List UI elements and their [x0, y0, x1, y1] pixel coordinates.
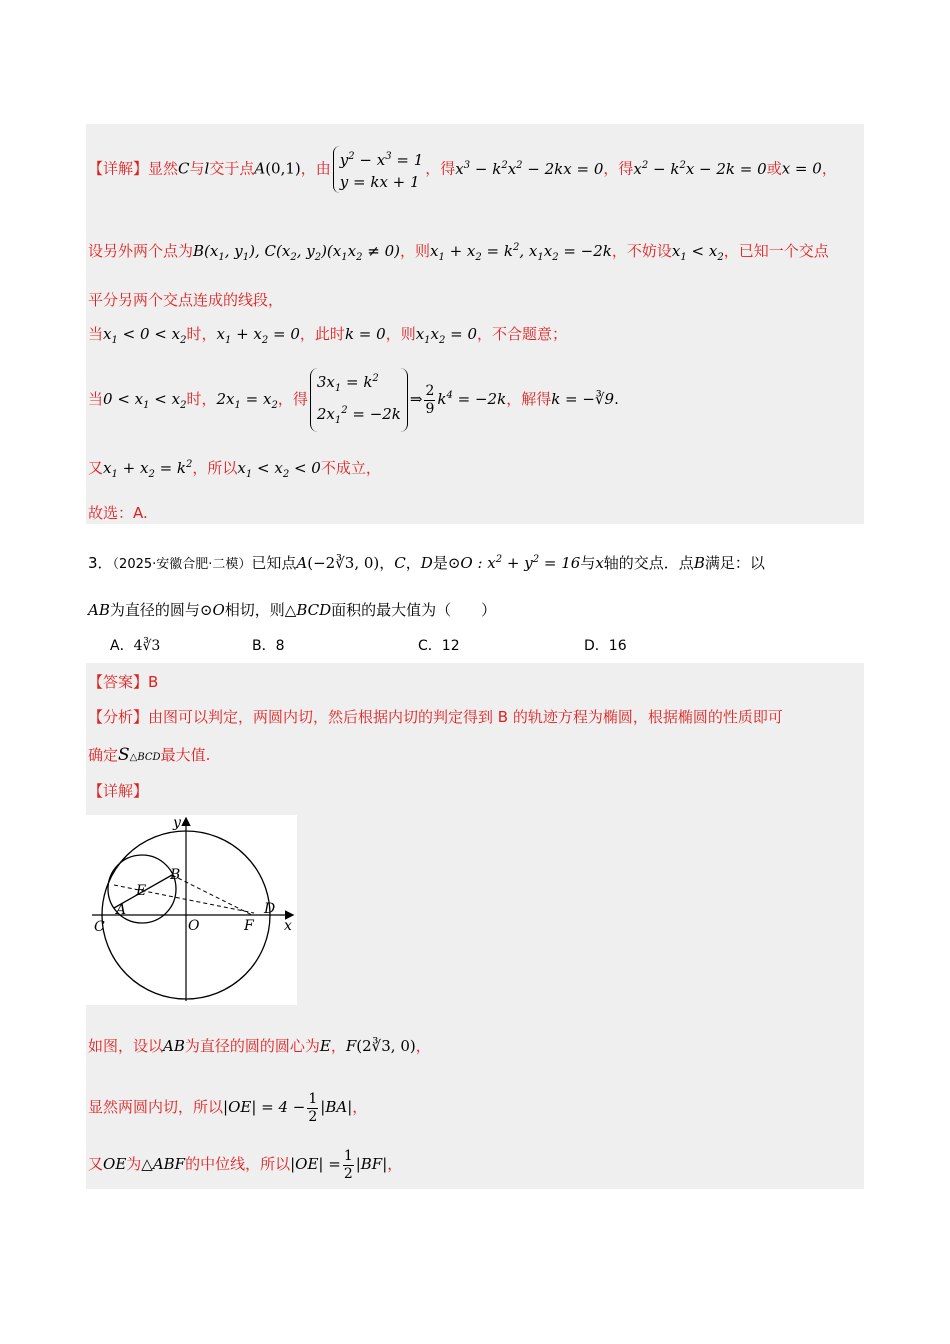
option-d[interactable]: D．16: [584, 638, 627, 654]
label-b: B: [170, 867, 181, 883]
equation-system-2: $3x_1 = k^2$ $2x_1^2 = -2k$: [310, 368, 408, 432]
question-line-1: 3．（2025·安徽合肥·二模）已知点A(−2∛3, 0)，C，D是⊙O : $x^2 + y^2 = 16$与x轴的交点．点B满足：以: [88, 554, 765, 572]
dashed-bf: [172, 875, 252, 915]
answer-line: 【答案】B: [88, 673, 159, 691]
fraction-1-2-a: $\frac{1}{2}$: [308, 1090, 318, 1125]
detail2-line-3: 又OE为△ABF的中位线，所以|OE| = $\frac{1}{2}$ |BF|，: [88, 1147, 403, 1182]
equation-system-1: $y^2 - x^3 = 1$ y = kx + 1: [333, 146, 423, 193]
circle-diagram: [86, 815, 297, 1005]
detail-line-4: 当$x_1 < 0 < x_2$时，$x_1 + x_2 = 0$，此时k = 0，则$x_1x_2 = 0$，不合题意；: [88, 325, 568, 346]
label-o: O: [188, 918, 200, 934]
detail-label-2: 【详解】: [88, 782, 149, 800]
detail-line-3: 平分另两个交点连成的线段，: [88, 291, 284, 309]
label-x: x: [284, 918, 292, 934]
option-c[interactable]: C．12: [418, 638, 460, 654]
option-a[interactable]: A．4∛3: [110, 638, 161, 654]
dashed-ad: [114, 885, 254, 913]
label-d: D: [264, 901, 276, 917]
detail-line-6: 又$x_1 + x_2 = k^2$，所以$x_1 < x_2 < 0$不成立，: [88, 459, 381, 480]
detail-line-1: 【详解】显然C与l交于点A(0,1)，由 $y^2 - x^3 = 1$ y = kx + 1，得$x^3 - k^2x^2 - 2kx = 0$，得$x^2 - k^2x - 2k = 0$或x = 0，: [88, 146, 837, 180]
analysis-line-2: 确定S△BCD最大值.: [88, 745, 211, 765]
label-e: E: [136, 883, 147, 899]
detail-line-7: 故选：A.: [88, 504, 148, 522]
label-y: y: [173, 815, 181, 831]
label-f: F: [244, 918, 254, 934]
label-c: C: [94, 919, 105, 935]
detail2-line-2: 显然两圆内切，所以|OE| = 4 − $\frac{1}{2}$ |BA|，: [88, 1090, 368, 1125]
question-line-2: AB为直径的圆与⊙O相切，则△BCD面积的最大值为（ ）: [88, 601, 497, 619]
detail-line-2: 设另外两个点为$B(x_1$, $y_1$), $C(x_2$, $y_2)(x_1x_2 \ne 0)$，则$x_1 + x_2 = k^2$, $x_1x_2 = -2k$，不妨设$x_1 < x_2$，已知一个交点: [88, 242, 829, 263]
detail2-line-1: 如图，设以AB为直径的圆的圆心为E，F(2∛3, 0)，: [88, 1037, 431, 1055]
label-a: A: [116, 902, 127, 918]
fraction-2-9: $\frac{2}{9}$: [425, 382, 435, 417]
detail-line-5: 当$0 < x_1 < x_2$时，$2x_1 = x_2$，得$3x_1 = k^2$ $2x_1^2$ = −2k⇒ $\frac{2}{9}$ $k^4 = -2k$，解得k = −∛9.: [88, 368, 619, 418]
analysis-line-1: 【分析】由图可以判定，两圆内切，然后根据内切的判定得到 B 的轨迹方程为椭圆，根据椭圆的性质即可: [88, 708, 783, 726]
option-b[interactable]: B．8: [252, 638, 285, 654]
fraction-1-2-b: $\frac{1}{2}$: [343, 1147, 353, 1182]
